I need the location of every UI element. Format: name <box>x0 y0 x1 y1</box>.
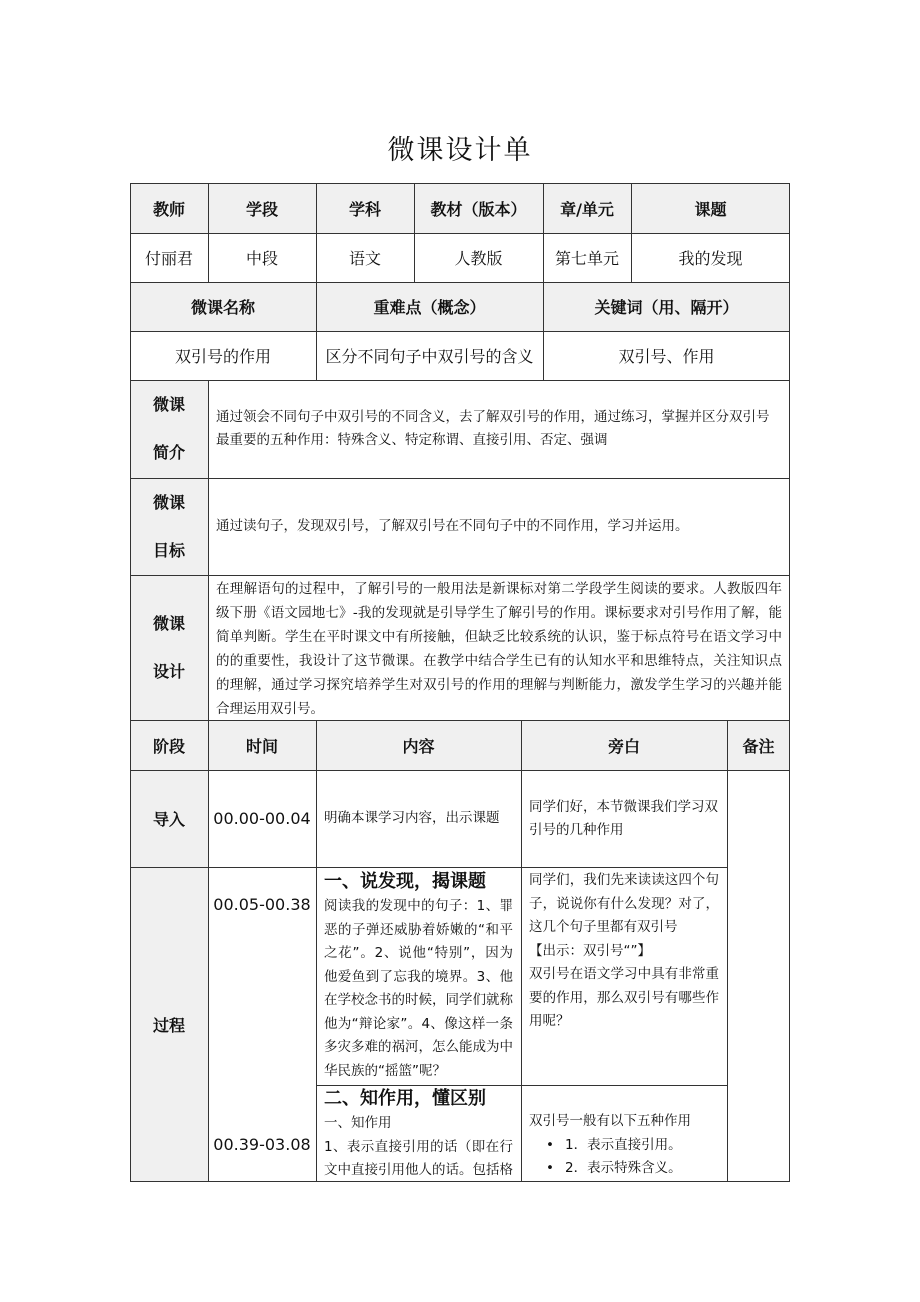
process-sub-2: 一、知作用 <box>324 1115 392 1131</box>
goal-text: 通过读句子，发现双引号，了解双引号在不同句子中的不同作用，学习并运用。 <box>216 518 689 534</box>
design-label <box>130 575 208 720</box>
header-subject: 学科 <box>348 199 381 219</box>
header-keywords: 关键词（用、隔开） <box>594 298 739 317</box>
goal-label <box>130 478 208 575</box>
narration-2-list <box>529 1134 719 1181</box>
header-notes: 备注 <box>742 736 775 756</box>
stage-intro-narration: 同学们好，本节微课我们学习双引号的几种作用 <box>529 798 718 838</box>
goal-label-1: 微课 <box>152 492 185 512</box>
header-narration: 旁白 <box>607 736 640 756</box>
header-topic: 课题 <box>694 199 727 219</box>
stage-intro-content: 明确本课学习内容，出示课题 <box>324 810 500 826</box>
stage-process-time-2: 00.39-03.08 <box>213 1135 311 1154</box>
process-text-1: 阅读我的发现中的句子：1、罪恶的子弹还威胁着娇嫩的“和平之花”。2、说他“特别”，因为他爱鱼到了忘我的境界。3、他在学校念书的时候，同学们就称他为“辩论家”。4、像这样一条多灾多难的祸河，怎么能成为中华民族的“摇篮”呢？ <box>324 898 513 1079</box>
unit-value: 第七单元 <box>554 249 619 268</box>
teacher-name: 付丽君 <box>144 249 193 268</box>
intro-label <box>130 380 208 478</box>
stage-process-content-1 <box>316 869 521 1083</box>
intro-label-1: 微课 <box>152 395 185 414</box>
topic-value: 我的发现 <box>678 249 743 268</box>
intro-text: 通过领会不同句子中双引号的不同含义，去了解双引号的作用，通过练习，掌握并区分双引号最重要的五种作用：特殊含义、特定称谓、直接引用、否定、强调 <box>216 409 770 448</box>
narration-2a: 双引号一般有以下五种作用 <box>529 1113 691 1129</box>
stage-process-narration-2 <box>521 1110 727 1180</box>
header-content: 内容 <box>402 736 435 756</box>
header-time: 时间 <box>245 736 278 756</box>
stage-intro-label: 导入 <box>152 810 185 829</box>
stage-process-time-1: 00.05-00.38 <box>213 895 311 914</box>
textbook-value: 人教版 <box>454 249 503 268</box>
process-text-2: 1、表示直接引用的话（即在行文中直接引用他人的话。包括格 <box>324 1138 513 1178</box>
stage-process-narration-1 <box>521 869 727 1034</box>
level-value: 中段 <box>245 249 278 268</box>
process-heading-2: 二、知作用，懂区别 <box>324 1088 486 1109</box>
stage-process-content-2 <box>316 1086 521 1181</box>
subject-value: 语文 <box>348 249 381 268</box>
design-label-1: 微课 <box>152 613 185 633</box>
narration-1c: 双引号在语文学习中具有非常重要的作用，那么双引号有哪些作用呢？ <box>529 966 719 1029</box>
design-label-2: 设计 <box>152 661 185 681</box>
process-heading-1: 一、说发现，揭课题 <box>324 871 486 892</box>
header-teacher: 教师 <box>152 199 185 219</box>
page-title: 微课设计单 <box>387 135 533 166</box>
header-key-points: 重难点（概念） <box>373 298 486 317</box>
narration-2-bullet: • 2．表示特殊含义。 <box>535 1157 719 1180</box>
narration-1b: 【出示：双引号“”】 <box>529 942 651 959</box>
narration-2-bullet: • 1．表示直接引用。 <box>535 1134 719 1158</box>
stage-intro-time: 00.00-00.04 <box>213 809 311 828</box>
header-unit: 章/单元 <box>560 199 614 219</box>
narration-1a: 同学们，我们先来读读这四个句子，说说你有什么发现？对了，这几个句子里都有双引号 <box>529 872 719 935</box>
stage-process-label: 过程 <box>152 1015 185 1035</box>
header-textbook: 教材（版本） <box>430 199 527 219</box>
header-course-name: 微课名称 <box>190 298 255 317</box>
key-points-value: 区分不同句子中双引号的含义 <box>325 347 534 366</box>
goal-label-2: 目标 <box>152 540 185 560</box>
course-name-value: 双引号的作用 <box>174 347 271 366</box>
keywords-value: 双引号、作用 <box>618 347 715 366</box>
header-level: 学段 <box>245 199 278 219</box>
header-stage: 阶段 <box>152 736 185 756</box>
design-text: 在理解语句的过程中，了解引号的一般用法是新课标对第二学段学生阅读的要求。人教版四年级下册《语文园地七》-我的发现就是引导学生了解引号的作用。课标要求对引号作用了解，能简单判断。学生在平时课文中有所接触，但缺乏比较系统的认识，鉴于标点符号在语文学习中的的重要性，我设计了这节微课。在教学中结合学生已有的认知水平和思维特点，关注知识点的理解，通过学习探究培养学生对双引号的作用的理解与判断能力，激发学生学习的兴趣并能合理运用双引号。 <box>216 581 782 717</box>
intro-label-2: 简介 <box>152 443 185 462</box>
design-table <box>130 183 790 1182</box>
